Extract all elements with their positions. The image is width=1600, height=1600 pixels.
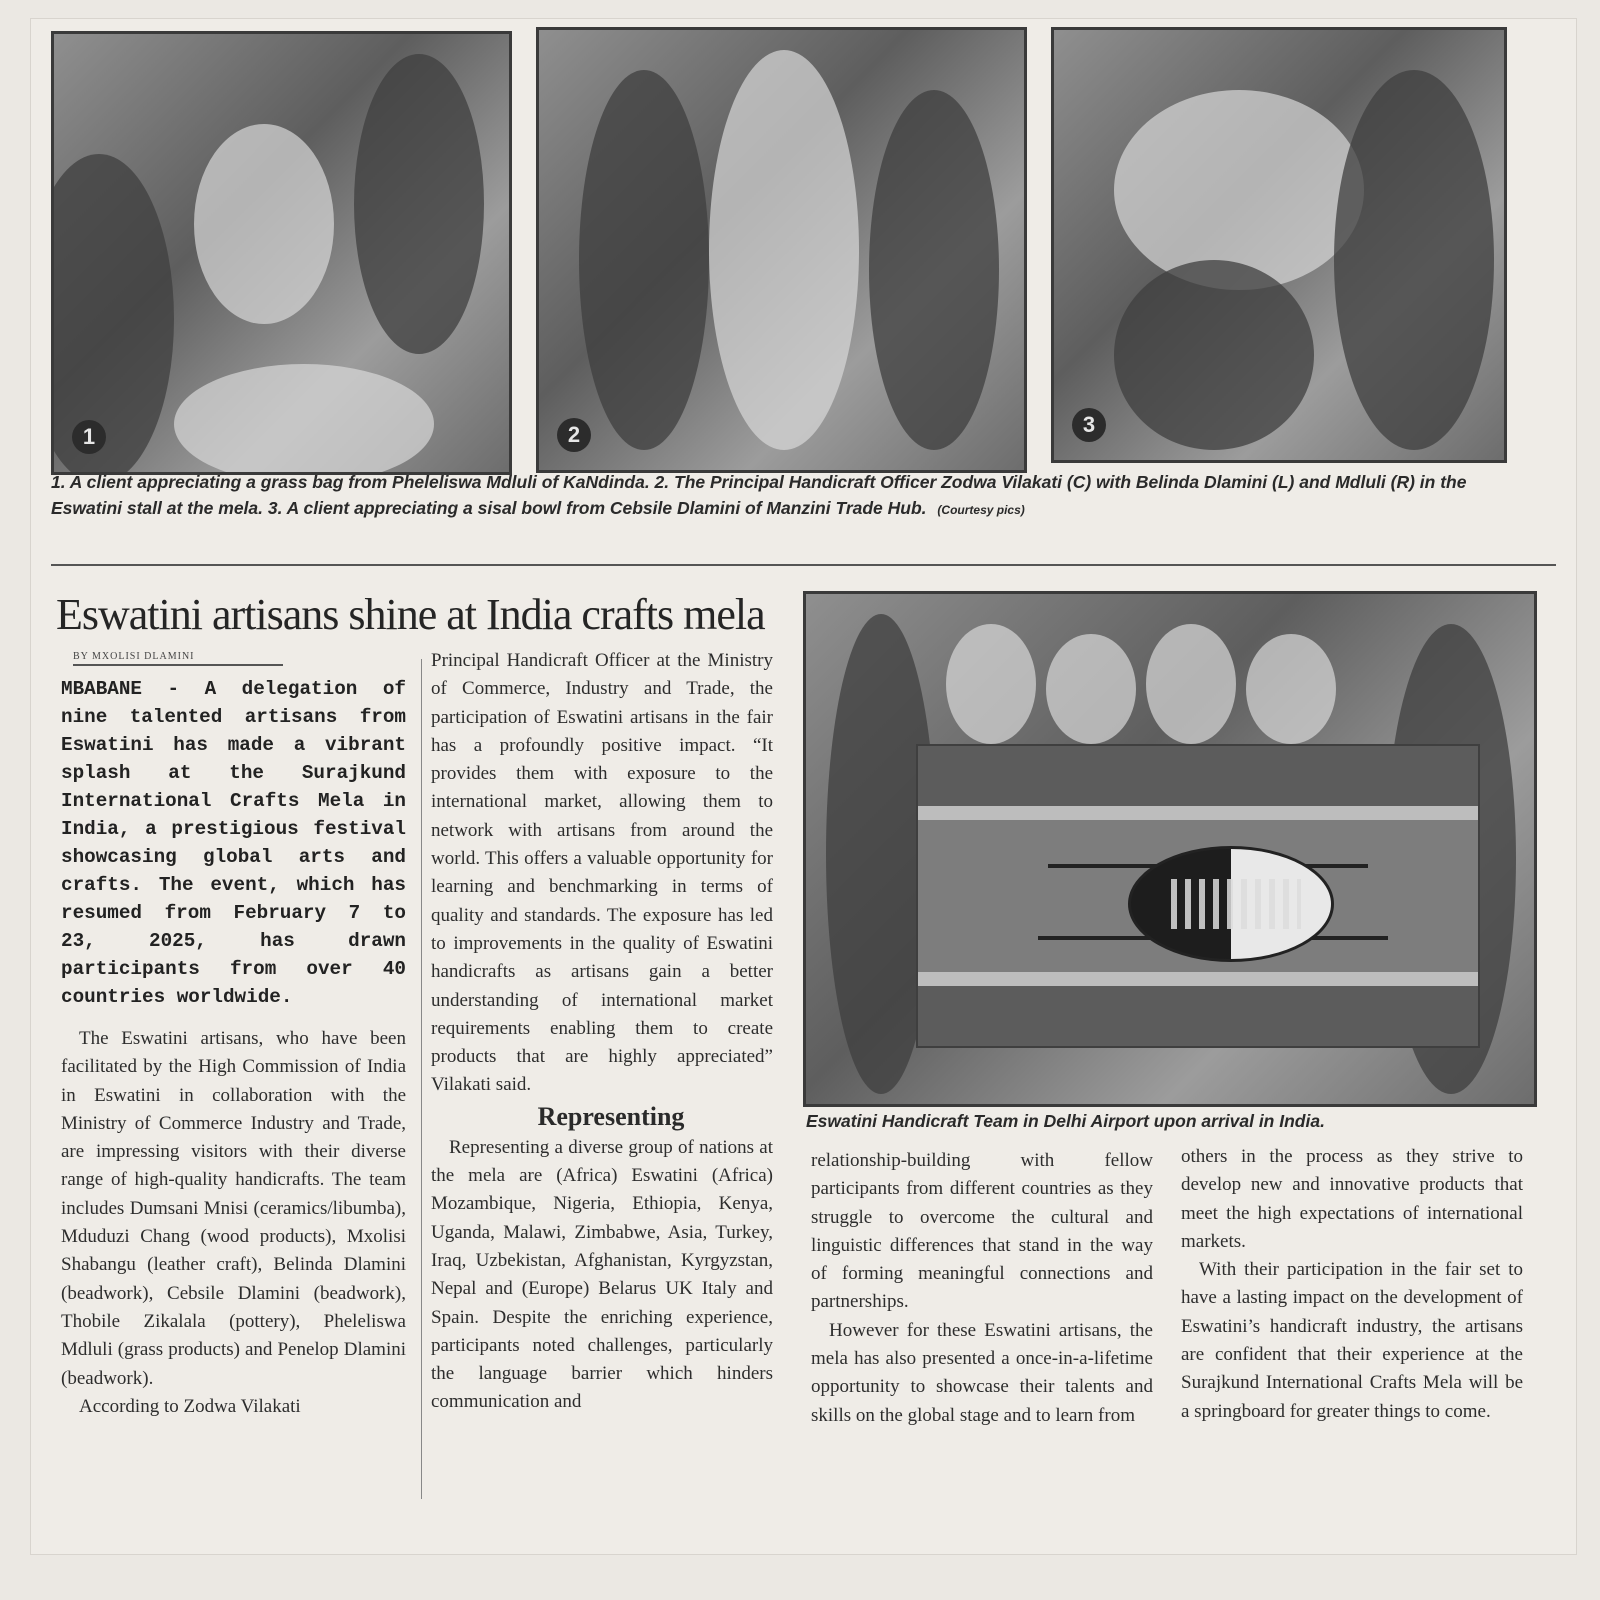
photo-scene xyxy=(1054,30,1504,460)
caption-text: 1. A client appreciating a grass bag from Pheleliswa Mdluli of KaNdinda. 2. The Principal Handicraft Officer Zodwa Vilakati (C) with Belinda Dlamini (L) and Mdluli (R) in the Eswatini stall at the mela. 3. A client appreciating a sisal bowl from Cebsile Dlamini of Manzini Trade Hub. xyxy=(51,472,1467,518)
photo-number-badge: 3 xyxy=(1072,408,1106,442)
photo-scene xyxy=(539,30,1024,470)
photo-sisal-bowl-client xyxy=(1051,27,1507,463)
article-column-3 xyxy=(811,1147,1153,1430)
paragraph: Principal Handicraft Officer at the Ministry of Commerce, Industry and Trade, the participation of Eswatini artisans in the fair has a profoundly positive impact. “It provides them with exposure to the international market, allowing them to network with artisans from around the world. This offers a valuable opportunity for learning and benchmarking in terms of quality and standards. The exposure has led to improvements in the quality of Eswatini handicrafts as artisans gain a better understanding of international market requirements enabling them to create products that are highly appreciated” Vilakati said. xyxy=(431,650,773,1096)
article-headline: Eswatini artisans shine at India crafts mela xyxy=(56,590,765,639)
photo-number-badge: 2 xyxy=(557,418,591,452)
top-photos-caption xyxy=(51,469,1541,523)
paragraph: The Eswatini artisans, who have been facilitated by the High Commission of India in Eswatini in collaboration with the Ministry of Commerce Industry and Trade, are impressing visitors with their diverse range of high-quality handicrafts. The team includes Dumsani Mnisi (ceramics/libumba), Mduduzi Chang (wood products), Mxolisi Shabangu (leather craft), Belinda Dlamini (beadwork), Cebsile Dlamini (beadwork), Thobile Zikalala (pottery), Pheleliswa Mdluli (grass products) and Penelop Dlamini (beadwork). xyxy=(61,1028,406,1389)
paragraph: According to Zodwa Vilakati xyxy=(79,1395,301,1417)
photo-scene xyxy=(54,34,509,472)
article-subhead: Representing xyxy=(537,1101,685,1131)
team-photo-caption: Eswatini Handicraft Team in Delhi Airport upon arrival in India. xyxy=(806,1111,1325,1131)
paragraph: However for these Eswatini artisans, the mela has also presented a once-in-a-lifetime opportunity to showcase their talents and skills on the global stage and to learn from xyxy=(811,1319,1153,1426)
photo-grass-bag-client xyxy=(51,31,512,475)
column-divider xyxy=(421,659,422,1499)
article-column-4 xyxy=(1181,1143,1523,1426)
article-lead: MBABANE - A delegation of nine talented artisans from Eswatini has made a vibrant splash at the Surajkund International Crafts Mela in India, a prestigious festival showcasing global arts and crafts. The event, which has resumed from February 7 to 23, 2025, has drawn participants from over 40 countries worldwide. xyxy=(61,678,406,1008)
section-divider xyxy=(51,564,1556,566)
paragraph: others in the process as they strive to develop new and innovative products that meet the high expectations of international markets. xyxy=(1181,1146,1523,1252)
flag-shield xyxy=(1128,846,1334,962)
paragraph: Representing a diverse group of nations at the mela are (Africa) Eswatini (Africa) Mozambique, Nigeria, Ethiopia, Kenya, Uganda, Malawi, Zimbabwe, Asia, Turkey, Iraq, Uzbekistan, Afghanistan, Kyrgyzstan, Nepal and (Europe) Belarus UK Italy and Spain. Despite the enriching experience, participants noted challenges, particularly the language barrier which hinders communication and xyxy=(431,1136,773,1413)
paragraph: With their participation in the fair set to have a lasting impact on the development of Eswatini’s handicraft industry, the artisans are confident that their experience at the Surajkund International Crafts Mela will be a springboard for greater things to come. xyxy=(1181,1259,1523,1422)
article-byline: BY MXOLISI DLAMINI xyxy=(73,651,283,666)
eswatini-flag xyxy=(916,744,1480,1048)
newspaper-clipping xyxy=(30,18,1577,1555)
photo-principal-officer-stall xyxy=(536,27,1027,473)
photo-number-badge: 1 xyxy=(72,420,106,454)
article-column-2 xyxy=(431,647,773,1417)
article-column-1 xyxy=(61,1025,406,1421)
paragraph: relationship-building with fellow participants from different countries as they struggle to overcome the cultural and linguistic differences that stand in the way of forming meaningful connections and partnerships. xyxy=(811,1150,1153,1313)
courtesy-note: (Courtesy pics) xyxy=(937,503,1025,517)
photo-team-delhi-airport xyxy=(803,591,1537,1107)
